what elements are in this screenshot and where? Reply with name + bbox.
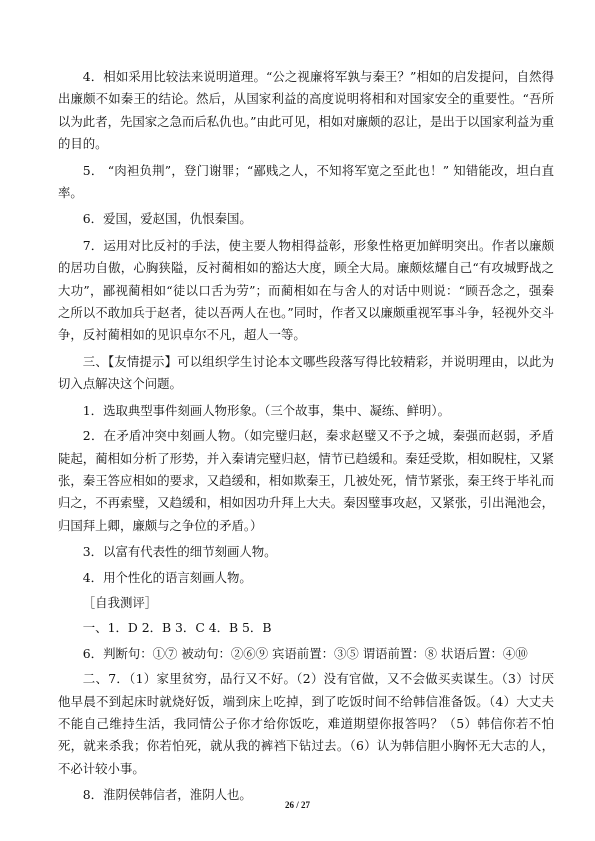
paragraph-section-3-hint: 三、【友情提示】可以组织学生讨论本文哪些段落写得比较精彩，并说明理由，以此为切入点解决这个问题。 — [58, 353, 554, 392]
paragraph-point-4: 4．用个性化的语言刻画人物。 — [82, 569, 252, 585]
paragraph-answer-5: 5． “肉袒负荆”，登门谢罪；“鄙贱之人，不知将军宽之至此也！” 知错能改，坦白直率。 — [58, 162, 554, 201]
paragraph-answer-8: 8．淮阴侯韩信者，淮阴人也。 — [82, 787, 252, 803]
section-heading-self-test: ［自我测评］ — [82, 594, 158, 610]
paragraph-answer-6: 6．爱国，爱赵国，仇恨秦国。 — [82, 211, 252, 227]
paragraph-point-2: 2．在矛盾冲突中刻画人物。（如完璧归赵，秦求赵璧又不予之城，秦强而赵弱，矛盾陡起，蔺相如分析了形势，并入秦请完璧归赵，情节已趋缓和。秦廷受欺，相如睨柱，又紧张，秦王答应相如的要求，又趋缓和，相如欺秦王，几被处死，情节紧张，秦王终于毕礼而归之，不再索璧，又趋缓和，相如因功升拜上大夫。秦因璧事攻赵，又紧张，引出渑池会，归国拜上卿，廉颇与之争位的矛盾。） — [58, 428, 554, 533]
page-number: 26 / 27 — [284, 800, 310, 810]
document-body — [58, 66, 554, 811]
paragraph-answer-7: 7．运用对比反衬的手法，使主要人物相得益彰，形象性格更加鲜明突出。作者以廉颇的居功自傲，心胸狭隘，反衬蔺相如的豁达大度，顾全大局。廉颇炫耀自己“有攻城野战之大功”，鄙视蔺相如“徒以口舌为劳”；而蔺相如在与舍人的对话中则说：“顾吾念之，强秦之所以不敢加兵于赵者，徒以吾两人在也。”同时，作者又以廉颇重视军事斗争，轻视外交斗争，反衬蔺相如的见识卓尔不凡，超人一等。 — [58, 237, 554, 343]
paragraph-translation-answers: 二、7．（1）家里贫穷，品行又不好。（2）没有官做，又不会做买卖谋生。（3）讨厌他早晨不到起床时就烧好饭，端到床上吃掉，到了吃饭时间不给韩信准备饭。（4）大丈夫不能自己维持生活，我同情公子你才给你饭吃，难道期望你报答吗？（5）韩信你若不怕死，就来杀我；你若怕死，就从我的裤裆下钻过去。（6）认为韩信胆小胸怀无大志的人，不必计较小事。 — [58, 671, 554, 776]
paragraph-choice-answers: 一、1．D 2．B 3．C 4．B 5．B — [82, 620, 272, 636]
paragraph-sentence-types: 6．判断句：①⑦ 被动句：②⑥⑨ 宾语前置：③⑤ 谓语前置：⑧ 状语后置：④⑩ — [82, 645, 528, 661]
paragraph-point-3: 3．以富有代表性的细节刻画人物。 — [82, 544, 277, 560]
paragraph-point-1: 1．选取典型事件刻画人物形象。（三个故事，集中、凝练、鲜明）。 — [82, 402, 450, 418]
paragraph-answer-4: 4．相如采用比较法来说明道理。“公之视廉将军孰与秦王？”相如的启发提问，自然得出廉颇不如秦王的结论。然后，从国家利益的高度说明将相和对国家安全的重要性。“吾所以为此者，先国家之急而后私仇也。”由此可见，相如对廉颇的忍让，是出于以国家利益为重的目的。 — [58, 69, 554, 152]
